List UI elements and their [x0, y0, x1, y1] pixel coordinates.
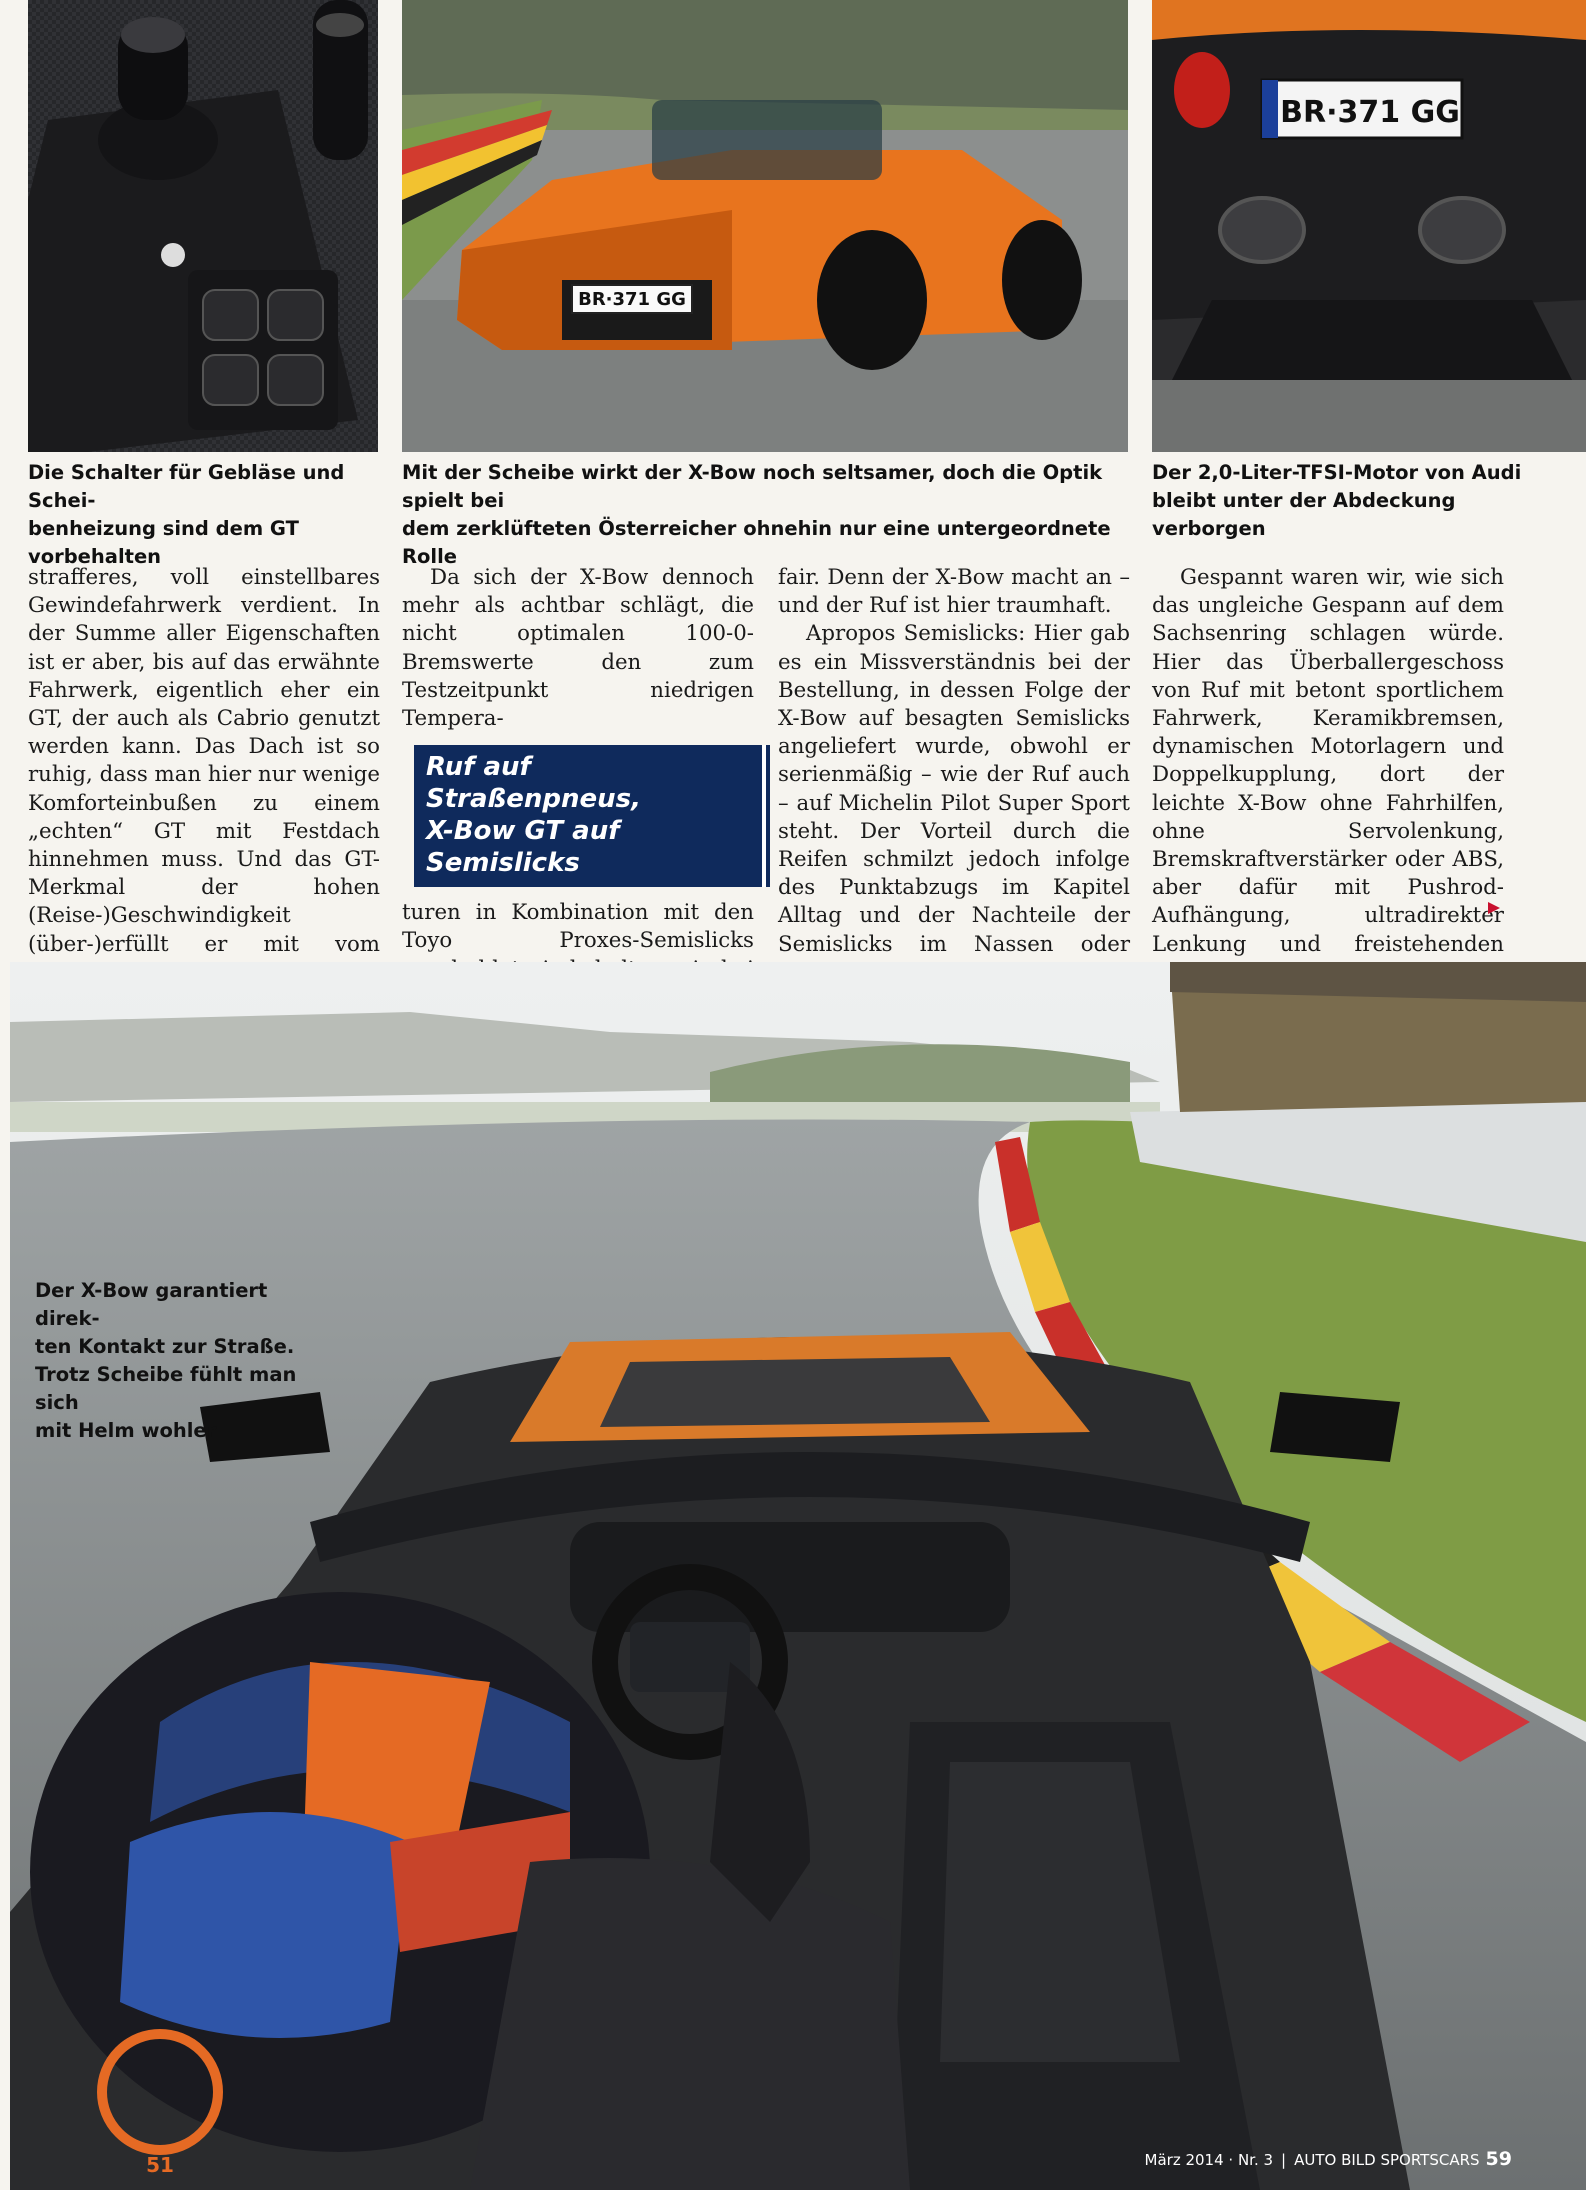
subheading-box: Ruf auf Straßenpneus, X-Bow GT auf Semislicks [414, 745, 766, 887]
console-photo [28, 0, 378, 452]
plate-text-rear: BR·371 GG [1280, 95, 1460, 130]
article-column-3: fair. Denn der X-Bow macht an – und der Ruf ist hier traumhaft. Apropos Semislicks: Hier gab es ein Missverständnis bei der Bestellung, in dessen Folge der X-Bow auf besagten Semislicks angeliefert wurde, obwohl er serienmäßig – wie der Ruf auch – auf Michelin Pilot Super Sport steht. Der Vorteil durch die Reifen schmilzt jedoch infolge des Punktabzugs im Kapitel Alltag und der Nachteile der Semislicks im Nassen oder [778, 565, 1130, 957]
caption-console: Die Schalter für Gebläse und Schei- benheizung sind dem GT vorbehalten [28, 461, 345, 568]
page-number: 59 [1485, 2148, 1512, 2170]
cockpit-photo [10, 962, 1586, 2190]
footer-magazine: AUTO BILD SPORTSCARS [1294, 2151, 1480, 2169]
rear-engine-photo [1152, 0, 1586, 452]
plate-text: BR·371 GG [578, 289, 686, 310]
caption-car: Mit der Scheibe wirkt der X-Bow noch seltsamer, doch die Optik spielt bei dem zerklüfteten Österreicher ohnehin nur eine untergeordnete Rolle [402, 461, 1111, 568]
caption-engine: Der 2,0-Liter-TFSI-Motor von Audi bleibt unter der Abdeckung verborgen [1152, 461, 1522, 540]
article-column-4: Gespannt waren wir, wie sich das ungleiche Gespann auf dem Sachsenring schlagen würde. Hier das Überballergeschoss von Ruf mit betont sportlichem Fahrwerk, Keramikbremsen, dynamischen Motorlagern und Doppelkupplung, dort der leichte X-Bow ohne Fahrhilfen, ohne Servolenkung, Bremskraftverstärker oder ABS, aber dafür mit Pushrod-Aufhängung, ultradirekter Lenkung und freistehenden [1152, 565, 1504, 957]
footer-issue: März 2014 · Nr. 3 [1144, 2151, 1274, 2169]
article-column-1: strafferes, voll einstellbares Gewindefahrwerk verdient. In der Summe aller Eigenschaften ist er aber, bis auf das erwähnte Fahrwerk, eigentlich eher ein GT, der auch als Cabrio genutzt werden kann. Das Dach ist so ruhig, dass man hier nur wenige Komforteinbußen zu einem „echten“ GT mit Festdach hinnehmen muss. Und das GT-Merkmal der hohen (Reise-)Geschwindigkeit (über-)erfüllt er mit vom [28, 565, 380, 957]
article-column-2: Da sich der X-Bow dennoch mehr als achtbar schlägt, die nicht optimalen 100-0-Bremswerte den zum Testzeitpunkt niedrigen Tempera- Ruf auf Straßenpneus, X-Bow GT auf Semislicks turen in Kombination mit den Toyo Proxes-Semislicks [402, 564, 754, 934]
helmet-number: 51 [146, 2153, 174, 2177]
car-track-photo [402, 0, 1128, 452]
article-end-marker-icon [1488, 902, 1500, 914]
caption-cockpit: Der X-Bow garantiert direk- ten Kontakt zur Straße. Trotz Scheibe fühlt man sich mit Helm wohler [35, 1279, 297, 1442]
page-footer: März 2014 · Nr. 3 | AUTO BILD SPORTSCARS 59 [1144, 2148, 1512, 2170]
